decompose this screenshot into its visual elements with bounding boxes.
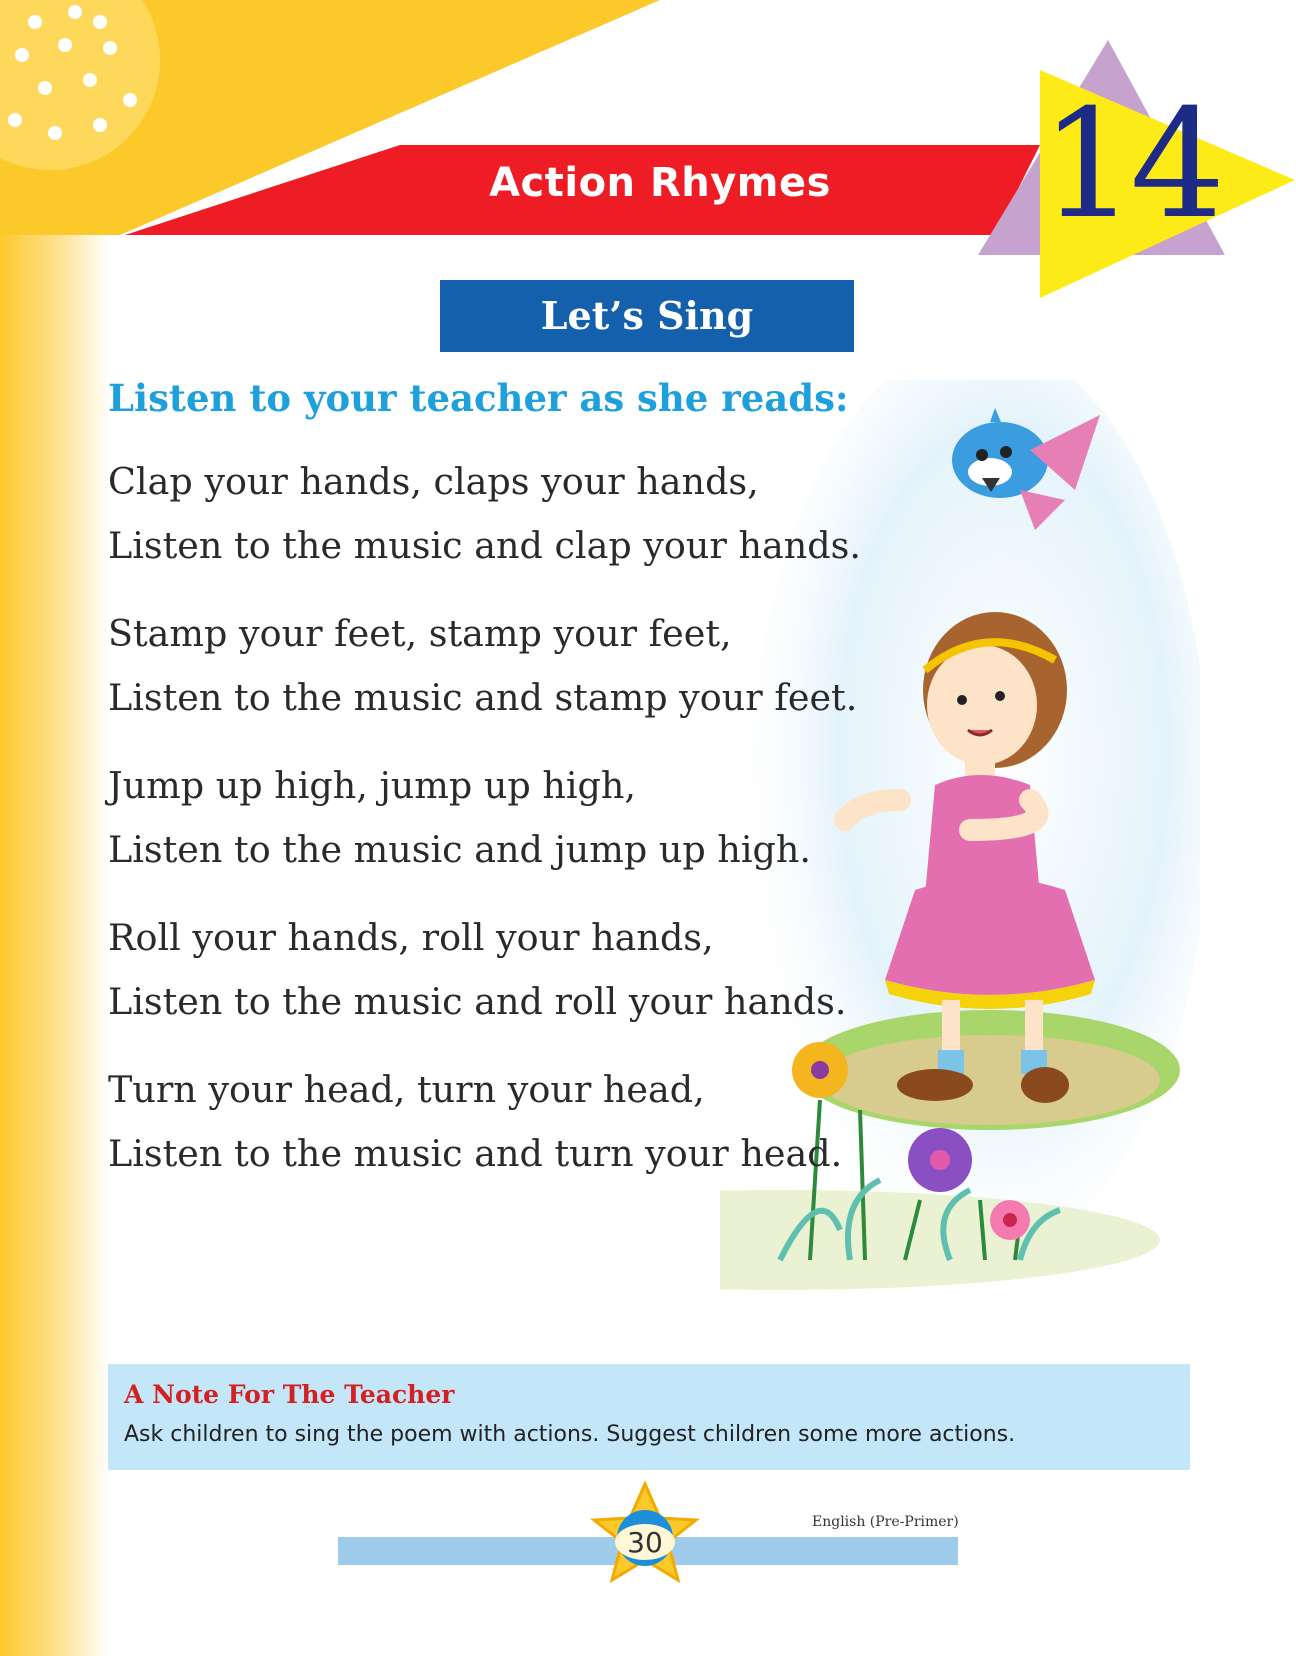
stanza-5 (108, 1058, 868, 1186)
chapter-number: 14 (1040, 78, 1220, 252)
poem-line: Listen to the music and jump up high. (108, 828, 811, 871)
section-heading: Let’s Sing (440, 280, 854, 352)
teacher-note-body: Ask children to sing the poem with actions. Suggest children some more actions. (124, 1422, 1016, 1447)
stanza-3 (108, 754, 868, 882)
stanza-2 (108, 602, 868, 730)
stanza-4 (108, 906, 868, 1034)
poem-line: Listen to the music and turn your head. (108, 1132, 843, 1175)
chapter-title: Action Rhymes (489, 160, 831, 206)
poem-line: Turn your head, turn your head, (108, 1068, 705, 1111)
poem-line: Roll your hands, roll your hands, (108, 916, 714, 959)
poem-line: Listen to the music and stamp your feet. (108, 676, 858, 719)
poem (108, 450, 868, 1210)
poem-line: Clap your hands, claps your hands, (108, 460, 759, 503)
instruction-text: Listen to your teacher as she reads: (108, 376, 849, 420)
page-number: 30 (627, 1526, 663, 1559)
teacher-note-title: A Note For The Teacher (124, 1380, 455, 1409)
poem-line: Stamp your feet, stamp your feet, (108, 612, 732, 655)
stanza-1 (108, 450, 868, 578)
footer-subject: English (Pre-Primer) (812, 1514, 959, 1530)
poem-line: Jump up high, jump up high, (108, 764, 636, 807)
poem-line: Listen to the music and clap your hands. (108, 524, 861, 567)
poem-line: Listen to the music and roll your hands. (108, 980, 847, 1023)
